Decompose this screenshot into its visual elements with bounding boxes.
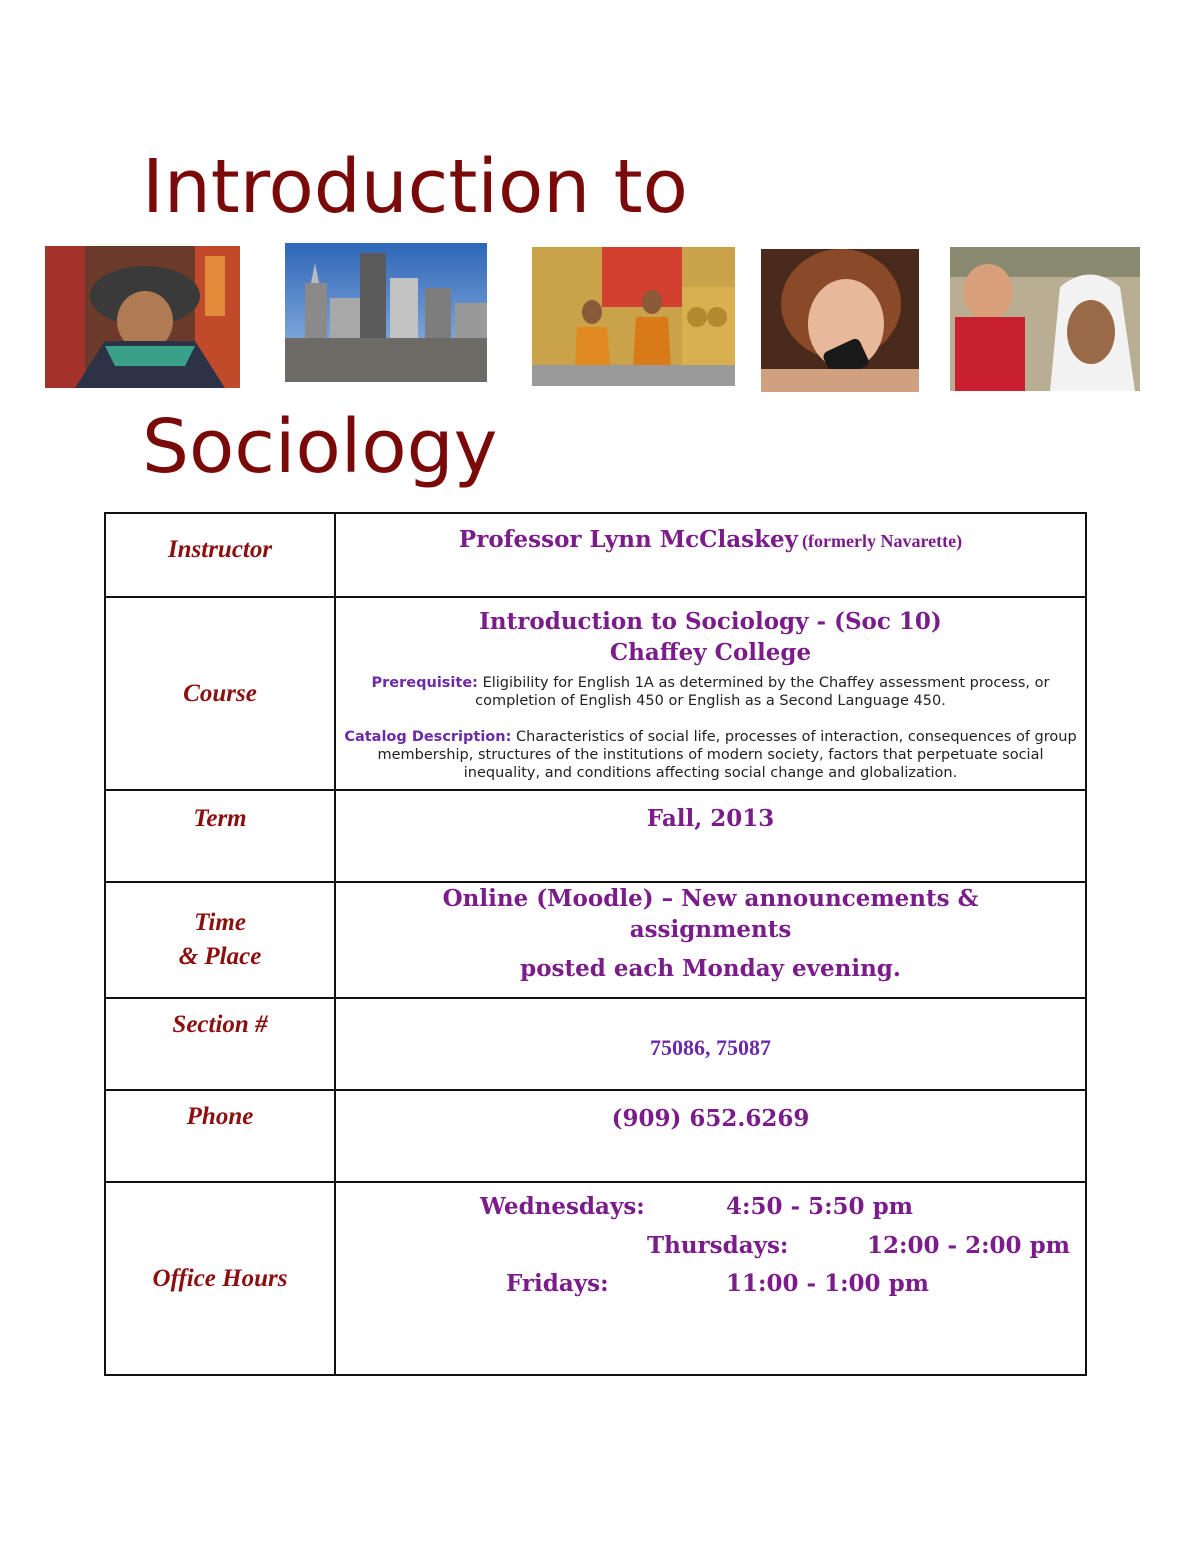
row-office-hours (105, 1182, 1086, 1375)
value-instructor (335, 513, 1086, 597)
office-day: Thursdays: (647, 1232, 789, 1259)
office-hours-fri (336, 1268, 1085, 1300)
time-place-line1: Online (Moodle) – New announcements & assignments (442, 885, 979, 943)
catalog-label: Catalog Description: (344, 729, 512, 745)
prereq-text: Eligibility for English 1A as determined by the Chaffey assessment process, or completion of English 450 or English as a Second Language 450. (475, 675, 1050, 709)
row-section (105, 998, 1086, 1090)
office-time: 11:00 - 1:00 pm (726, 1270, 929, 1297)
phone-value: (909) 652.6269 (611, 1105, 810, 1132)
office-hours-wed (336, 1191, 1085, 1223)
value-term (335, 790, 1086, 882)
office-time: 12:00 - 2:00 pm (867, 1232, 1070, 1259)
label-place: & Place (178, 943, 262, 970)
instructor-name: Professor Lynn McClaskey (458, 526, 799, 553)
row-term (105, 790, 1086, 882)
catalog-text: Characteristics of social life, processes of interaction, consequences of group membership, structures of the institutions of modern society, factors that perpetuate social inequality, and conditions affecting social change and globalization. (377, 729, 1077, 781)
value-section (335, 998, 1086, 1090)
label-course (105, 597, 335, 790)
course-catalog (336, 728, 1085, 782)
office-hours-thu (336, 1230, 1085, 1262)
row-phone (105, 1090, 1086, 1182)
row-instructor (105, 513, 1086, 597)
course-title: Introduction to Sociology - (Soc 10) (479, 608, 942, 635)
label-section (105, 998, 335, 1090)
term-value: Fall, 2013 (646, 805, 775, 832)
label-time: Time (194, 909, 246, 936)
instructor-note: (formerly Navarette) (802, 531, 963, 551)
photo-market-vendor (45, 246, 240, 388)
row-course (105, 597, 1086, 790)
course-info-table (104, 512, 1087, 1376)
value-phone (335, 1090, 1086, 1182)
value-course (335, 597, 1086, 790)
course-prereq (336, 674, 1085, 710)
label-instructor (105, 513, 335, 597)
course-college: Chaffey College (609, 639, 812, 666)
label-office-hours-text: Office Hours (152, 1264, 288, 1292)
page-title-line2: Sociology (142, 404, 498, 490)
label-office-hours (105, 1182, 335, 1375)
time-place-line2: posted each Monday evening. (520, 955, 901, 982)
label-section-text: Section # (172, 1011, 268, 1038)
label-phone (105, 1090, 335, 1182)
label-term-text: Term (193, 805, 247, 832)
prereq-label: Prerequisite: (371, 675, 478, 691)
office-day: Fridays: (506, 1270, 609, 1297)
office-day: Wednesdays: (480, 1193, 645, 1220)
value-time-place (335, 882, 1086, 998)
label-term (105, 790, 335, 882)
label-course-text: Course (183, 679, 257, 707)
section-value: 75086, 75087 (650, 1035, 771, 1060)
office-time: 4:50 - 5:50 pm (726, 1193, 913, 1220)
photo-woman-phone (761, 249, 919, 392)
photo-monks-temple (532, 247, 735, 386)
value-office-hours (335, 1182, 1086, 1375)
photo-child-elder (950, 247, 1140, 391)
page-title-line1: Introduction to (142, 144, 688, 230)
label-time-place (105, 882, 335, 998)
row-time-place (105, 882, 1086, 998)
label-phone-text: Phone (186, 1103, 254, 1130)
photo-city-skyline (285, 243, 487, 382)
label-instructor-text: Instructor (167, 536, 273, 563)
